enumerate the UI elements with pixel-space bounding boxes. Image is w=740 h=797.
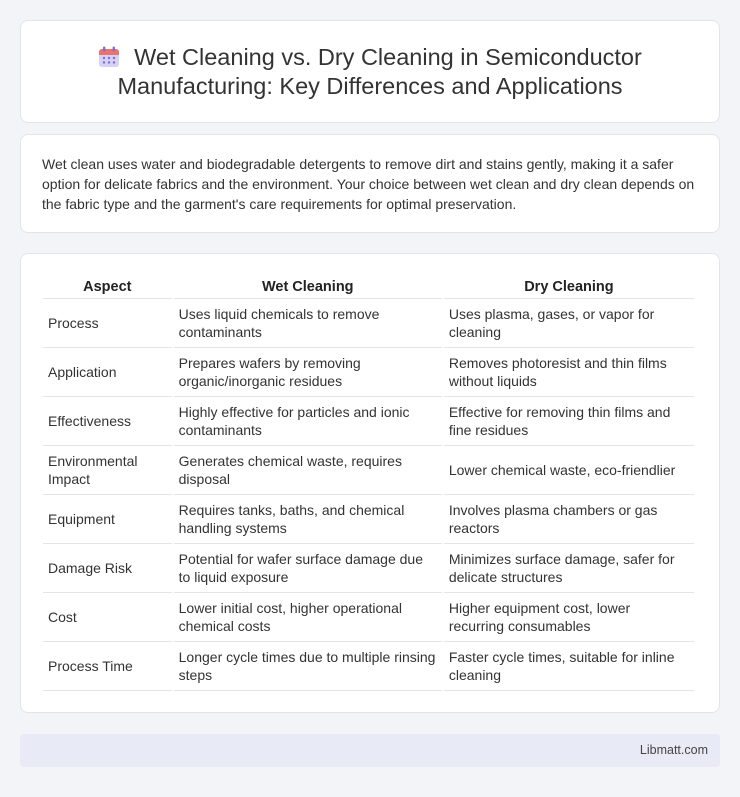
dry-cell: Uses plasma, gases, or vapor for cleaning <box>444 299 694 348</box>
comparison-card <box>20 253 720 713</box>
wet-cell: Potential for wafer surface damage due to liquid exposure <box>174 544 442 593</box>
page-title-text: Wet Cleaning vs. Dry Cleaning in Semiconductor Manufacturing: Key Differences and Applications <box>117 43 642 99</box>
header-aspect: Aspect <box>43 274 172 299</box>
header-wet-cleaning: Wet Cleaning <box>174 274 442 299</box>
page-title <box>21 43 719 101</box>
dry-cell: Minimizes surface damage, safer for delicate structures <box>444 544 694 593</box>
dry-cell: Removes photoresist and thin films without liquids <box>444 348 694 397</box>
dry-cell: Lower chemical waste, eco-friendlier <box>444 446 694 495</box>
calendar-icon <box>98 46 120 68</box>
wet-cell: Highly effective for particles and ionic contaminants <box>174 397 442 446</box>
dry-cell: Involves plasma chambers or gas reactors <box>444 495 694 544</box>
aspect-cell: Damage Risk <box>43 544 172 593</box>
aspect-cell: Environmental Impact <box>43 446 172 495</box>
comparison-table <box>41 274 696 691</box>
wet-cell: Uses liquid chemicals to remove contaminants <box>174 299 442 348</box>
dry-cell: Faster cycle times, suitable for inline cleaning <box>444 642 694 691</box>
table-row <box>43 397 694 446</box>
wet-cell: Requires tanks, baths, and chemical handling systems <box>174 495 442 544</box>
aspect-cell: Equipment <box>43 495 172 544</box>
table-row <box>43 299 694 348</box>
table-row <box>43 446 694 495</box>
table-header-row <box>43 274 694 299</box>
wet-cell: Longer cycle times due to multiple rinsing steps <box>174 642 442 691</box>
footer-bar <box>20 734 720 767</box>
aspect-cell: Application <box>43 348 172 397</box>
footer-brand-link[interactable]: Libmatt.com <box>639 743 708 757</box>
dry-cell: Effective for removing thin films and fine residues <box>444 397 694 446</box>
table-row <box>43 544 694 593</box>
wet-cell: Lower initial cost, higher operational chemical costs <box>174 593 442 642</box>
aspect-cell: Effectiveness <box>43 397 172 446</box>
dry-cell: Higher equipment cost, lower recurring consumables <box>444 593 694 642</box>
title-card <box>20 20 720 123</box>
header-dry-cleaning: Dry Cleaning <box>444 274 694 299</box>
aspect-cell: Process <box>43 299 172 348</box>
intro-card <box>20 134 720 233</box>
aspect-cell: Cost <box>43 593 172 642</box>
aspect-cell: Process Time <box>43 642 172 691</box>
wet-cell: Prepares wafers by removing organic/inorganic residues <box>174 348 442 397</box>
table-row <box>43 495 694 544</box>
wet-cell: Generates chemical waste, requires disposal <box>174 446 442 495</box>
table-row <box>43 593 694 642</box>
table-row <box>43 642 694 691</box>
table-row <box>43 348 694 397</box>
intro-paragraph: Wet clean uses water and biodegradable detergents to remove dirt and stains gently, making it a safer option for delicate fabrics and the environment. Your choice between wet clean and dry clean depends on the fabric type and the garment's care requirements for optimal preservation. <box>42 156 695 212</box>
